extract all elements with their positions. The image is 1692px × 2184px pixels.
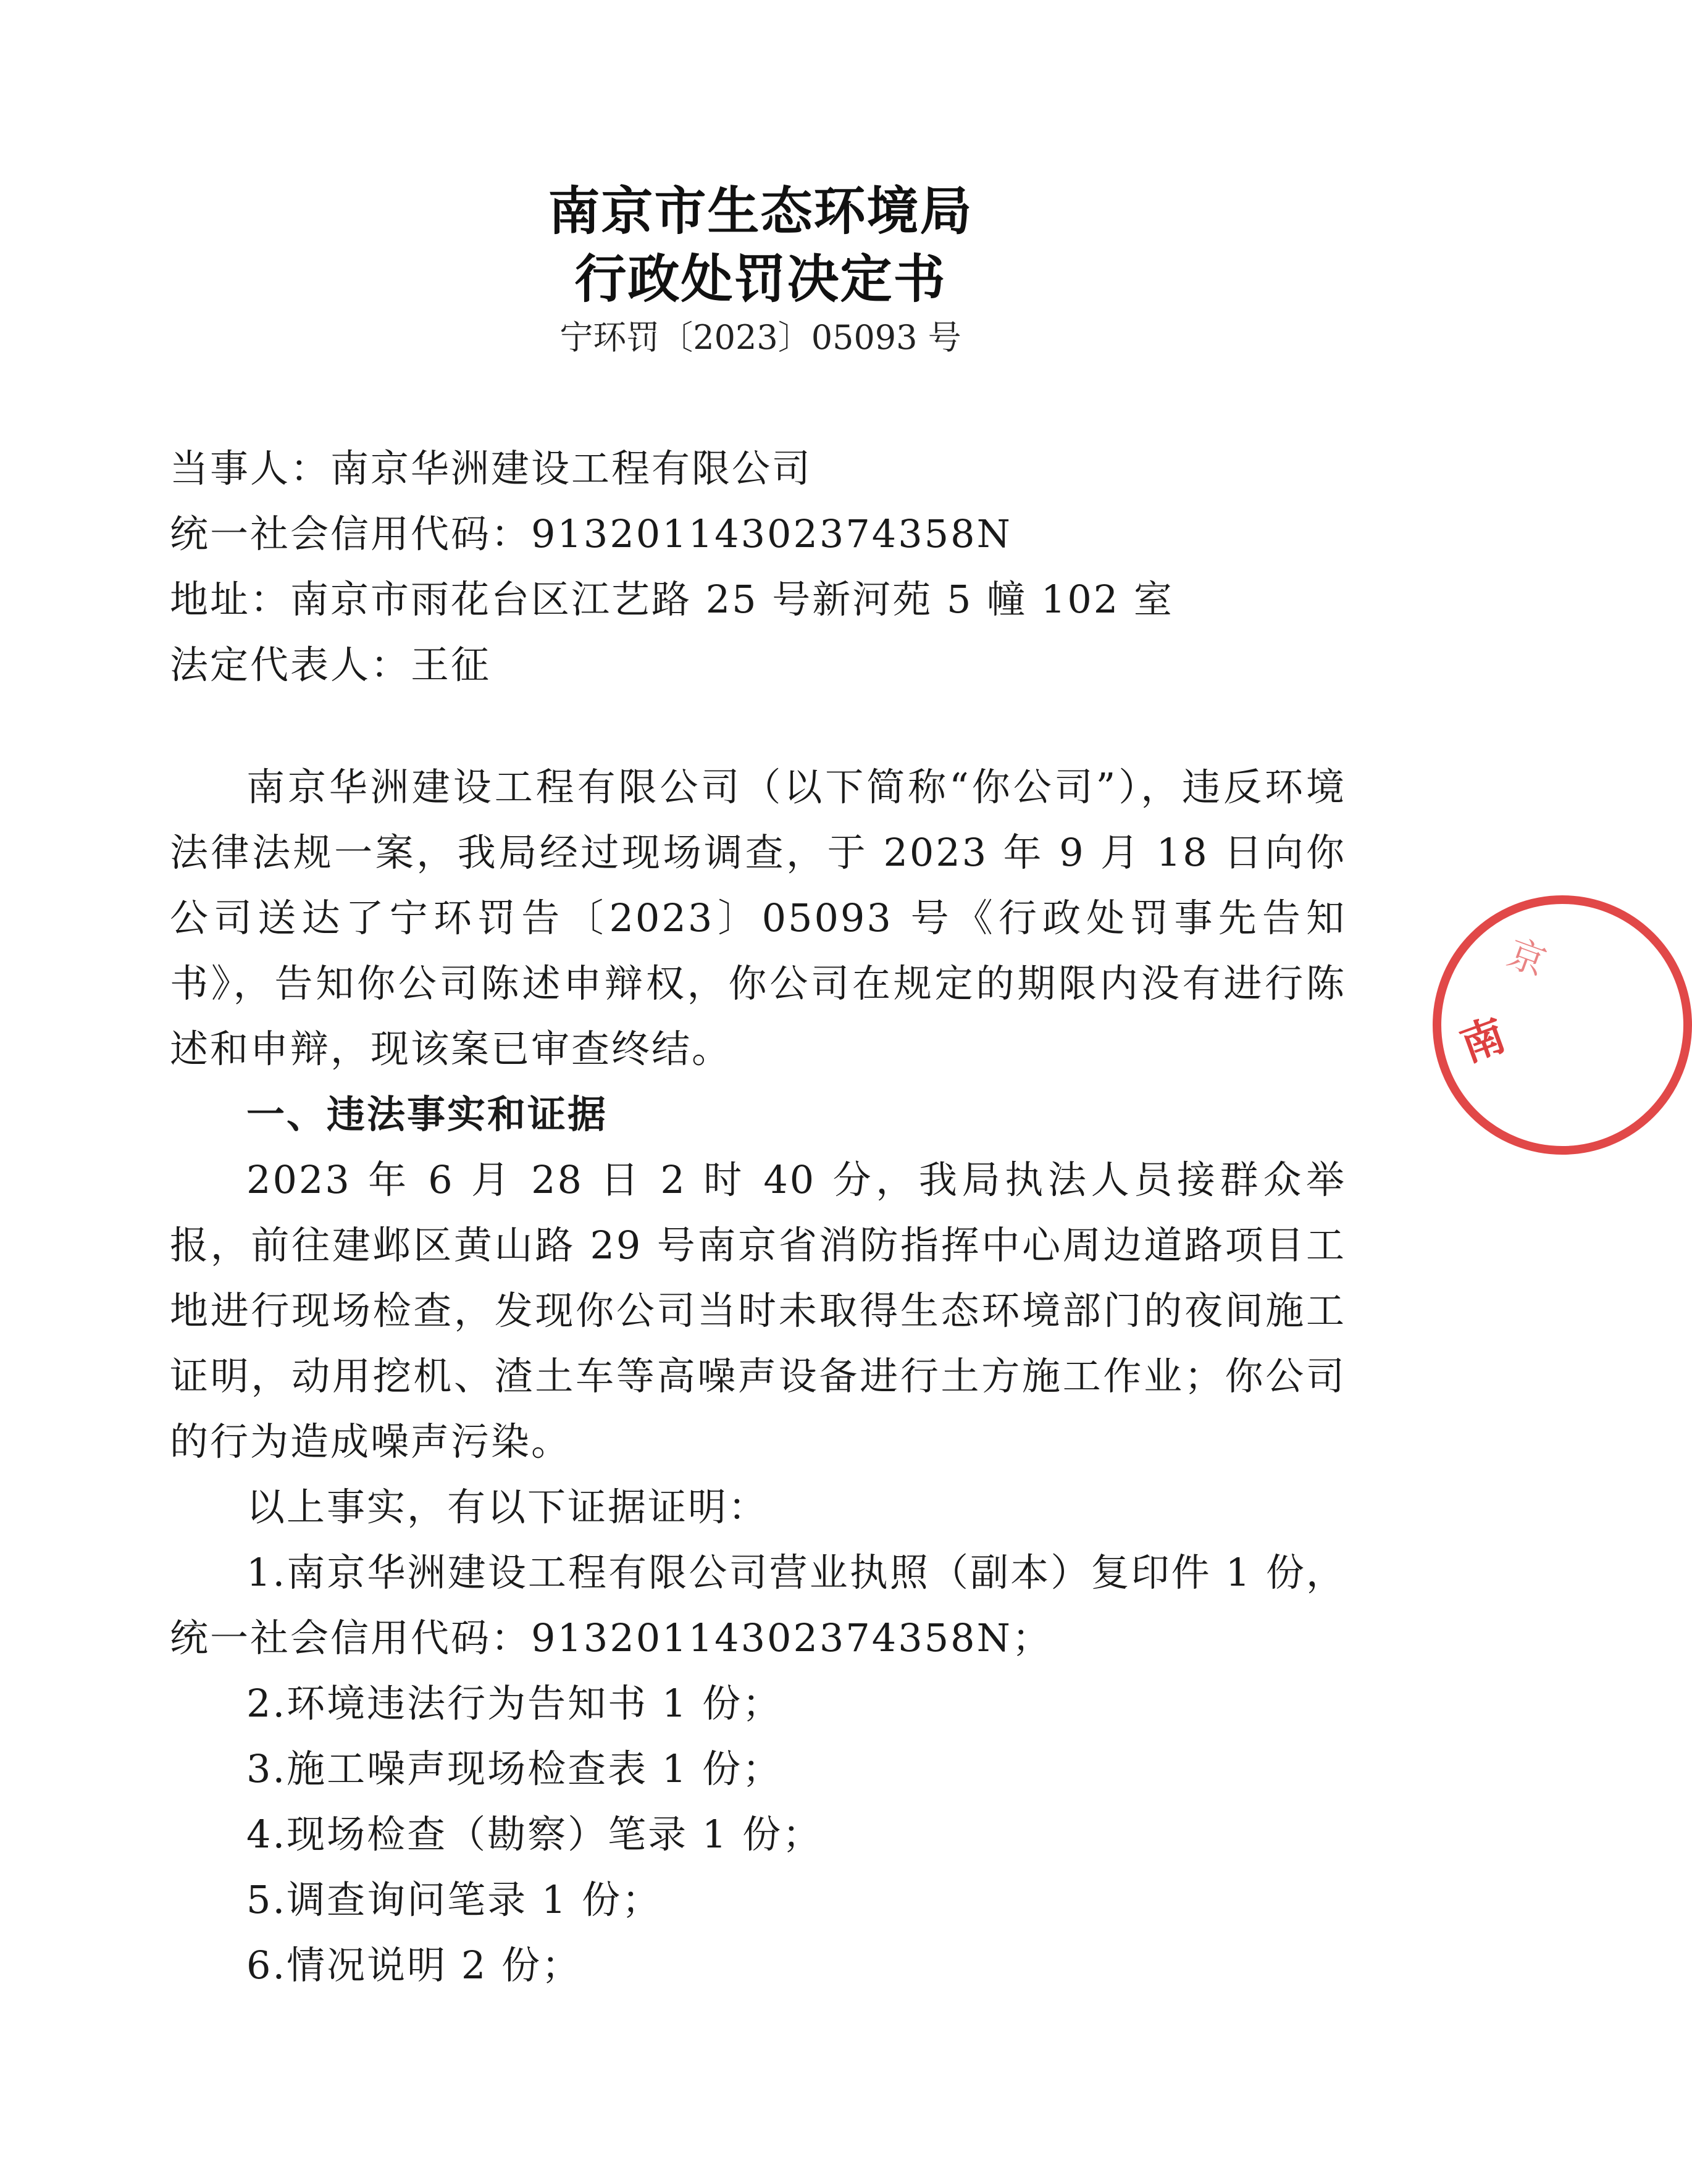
party-address: 地址：南京市雨花台区江艺路 25 号新河苑 5 幢 102 室 [170, 577, 1174, 622]
party-info [170, 436, 1374, 698]
official-seal-stamp [1433, 895, 1692, 1155]
document-number: 宁环罚〔2023〕05093 号 [559, 318, 961, 357]
evidence-item: 6.情况说明 2 份； [246, 1943, 582, 1988]
evidence-item: 3.施工噪声现场检查表 1 份； [246, 1746, 783, 1791]
party-legal-representative: 法定代表人：王征 [170, 642, 492, 687]
party-name: 当事人：南京华洲建设工程有限公司 [170, 446, 813, 491]
evidence-item: 5.调查询问笔录 1 份； [246, 1877, 663, 1922]
evidence-intro: 以上事实，有以下证据证明： [246, 1484, 769, 1529]
party-credit-code: 统一社会信用代码：91320114302374358N [170, 511, 1012, 556]
seal-text: 南 [1454, 1008, 1512, 1072]
document-title-agency: 南京市生态环境局 [548, 181, 973, 241]
facts-paragraph: 2023 年 6 月 28 日 2 时 40 分，我局执法人员接群众举报，前往建邺区黄山路 29 号南京省消防指挥中心周边道路项目工地进行现场检查，发现你公司当时未取得生态环境部门的夜间施工证明，动用挖机、渣土车等高噪声设备进行土方施工作业；你公司的行为造成噪声污染。 [170, 1157, 1346, 1464]
evidence-item: 2.环境违法行为告知书 1 份； [246, 1681, 783, 1726]
document-title-type: 行政处罚决定书 [574, 249, 947, 309]
seal-arc-text: 京 [1502, 931, 1552, 985]
document-body [170, 755, 1346, 1998]
evidence-item: 4.现场检查（勘察）笔录 1 份； [246, 1812, 823, 1857]
intro-paragraph: 南京华洲建设工程有限公司（以下简称“你公司”），违反环境法律法规一案，我局经过现场调查，于 2023 年 9 月 18 日向你公司送达了宁环罚告〔2023〕05093 号《行政处罚事先告知书》，告知你公司陈述申辩权，你公司在规定的期限内没有进行陈述和申辩，现该案已审查终结。 [170, 764, 1346, 1071]
evidence-item: 1.南京华洲建设工程有限公司营业执照（副本）复印件 1 份，统一社会信用代码：91320114302374358N； [170, 1550, 1346, 1660]
section-heading-facts: 一、违法事实和证据 [246, 1092, 608, 1137]
